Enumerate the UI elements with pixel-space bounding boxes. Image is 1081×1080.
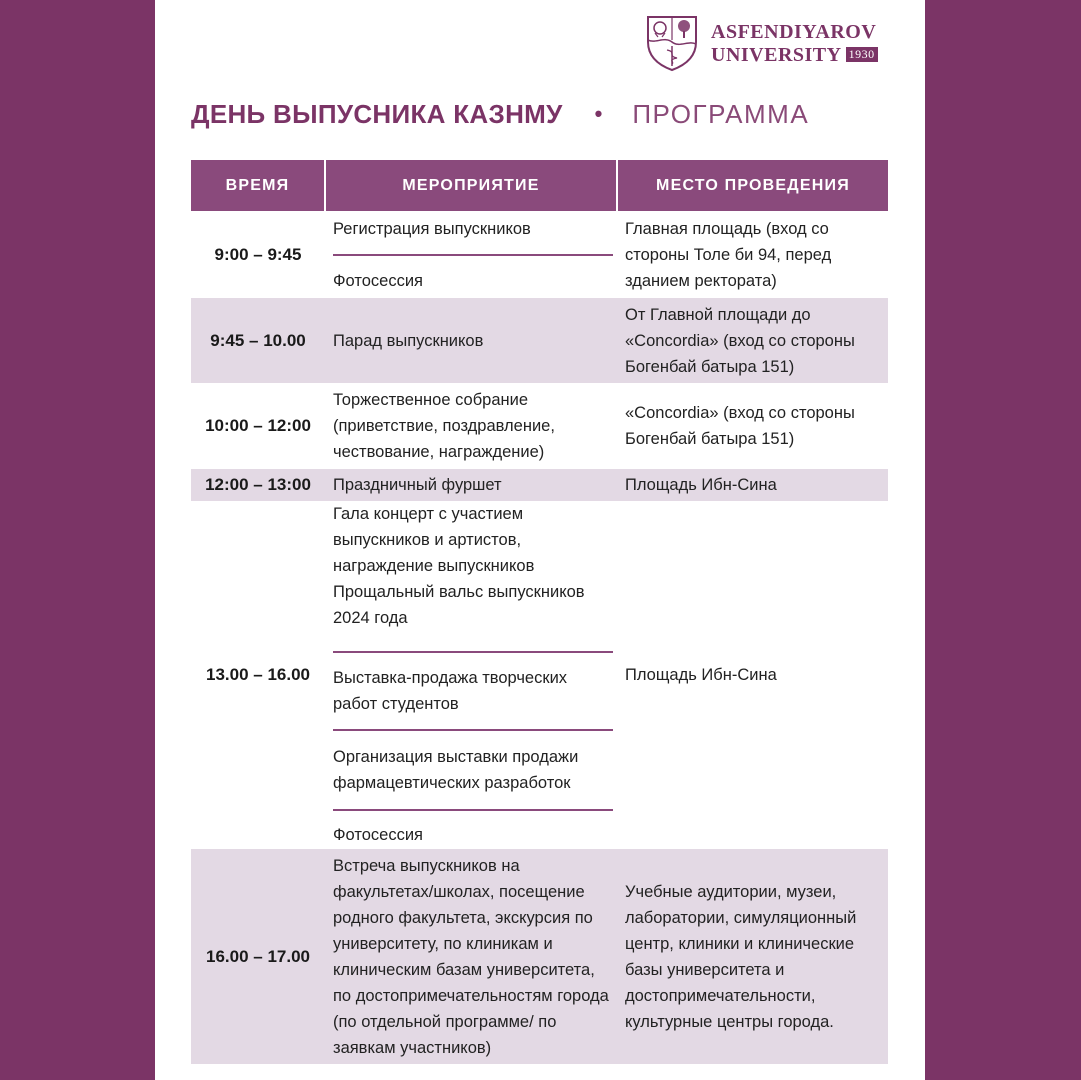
row-time: 10:00 – 12:00 <box>205 416 311 435</box>
page-title <box>191 97 891 131</box>
row-event: Организация выставки продажи фармацевтических разработок <box>333 729 613 809</box>
logo-year-badge: 1930 <box>846 47 878 62</box>
table-header-row <box>191 160 888 211</box>
table-row <box>191 298 888 383</box>
row-event: Выставка-продажа творческих работ студентов <box>333 651 613 729</box>
row-time: 16.00 – 17.00 <box>191 849 325 1064</box>
row-events <box>325 849 617 1064</box>
row-event: Фотосессия <box>333 809 613 849</box>
header-place: МЕСТО ПРОВЕДЕНИЯ <box>617 160 888 211</box>
table-row <box>191 211 888 298</box>
row-events <box>325 211 617 298</box>
title-main: ДЕНЬ ВЫПУСНИКА КАЗНМУ <box>191 98 563 129</box>
row-event: Гала концерт с участием выпускников и артистов, награждение выпускников Прощальный вальс выпускников 2024 года <box>333 505 585 627</box>
row-place: Площадь Ибн-Сина <box>617 469 888 501</box>
row-event: Праздничный фуршет <box>333 476 502 494</box>
row-place: Учебные аудитории, музеи, лаборатории, симуляционный центр, клиники и клинические базы университета и достопримечательности, культурные центры города. <box>617 849 888 1064</box>
header-event: МЕРОПРИЯТИЕ <box>325 160 617 211</box>
title-separator: • <box>594 101 603 126</box>
header-time: ВРЕМЯ <box>191 160 325 211</box>
table-row <box>191 383 888 469</box>
title-subtitle: ПРОГРАММА <box>632 98 810 129</box>
logo-wordmark-university: UNIVERSITY <box>711 44 842 66</box>
row-events <box>325 501 617 849</box>
university-logo <box>645 14 890 72</box>
table-row <box>191 849 888 1064</box>
row-event: Регистрация выпускников <box>333 220 531 238</box>
shield-crest-icon <box>645 14 699 72</box>
row-event: Торжественное собрание (приветствие, поздравление, чествование, награждение) <box>333 391 555 461</box>
row-event: Фотосессия <box>333 254 613 298</box>
row-time: 9:00 – 9:45 <box>214 244 302 264</box>
row-events <box>325 383 617 469</box>
logo-wordmark-line1: ASFENDIYAROV <box>711 21 877 43</box>
table-row <box>191 469 888 501</box>
row-event: Встреча выпускников на факультетах/школах, посещение родного факультета, экскурсия по университету, по клиникам и клиническим базам университета, по достопримечательностям города (по отдельной программе/ по заявкам участников) <box>333 856 609 1057</box>
schedule-table <box>191 160 888 1064</box>
row-event: Парад выпускников <box>333 331 484 350</box>
row-time: 9:45 – 10.00 <box>191 298 325 383</box>
row-events <box>325 469 617 501</box>
row-place: От Главной площади до «Concordia» (вход со стороны Богенбай батыра 151) <box>617 298 888 383</box>
table-row <box>191 501 888 849</box>
row-place: Главная площадь (вход со стороны Толе би 94, перед зданием ректората) <box>625 219 832 290</box>
row-time: 12:00 – 13:00 <box>191 469 325 501</box>
row-place: Площадь Ибн-Сина <box>625 666 777 684</box>
row-time: 13.00 – 16.00 <box>206 665 310 684</box>
logo-wordmark-line2 <box>711 44 878 67</box>
row-place: «Concordia» (вход со стороны Богенбай батыра 151) <box>625 404 855 448</box>
row-events <box>325 298 617 383</box>
